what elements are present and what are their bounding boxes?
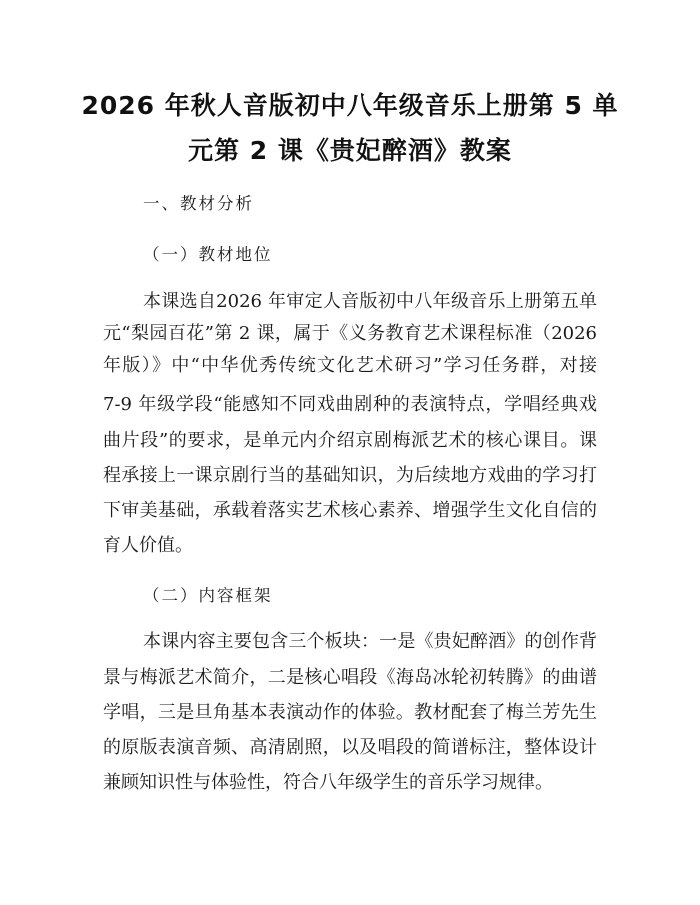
paragraph-1-line-3: 年版）》中“中华优秀传统文化艺术研习”学习任务群，对接 [103, 355, 597, 376]
paragraph-1-line-4: 7-9 年级学段“能感知不同戏曲剧种的表演特点，学唱经典戏 [103, 394, 597, 415]
document-title-line-1: 2026 年秋人音版初中八年级音乐上册第 5 单 [81, 91, 619, 120]
paragraph-2-line-4: 的原版表演音频、高清剧照，以及唱段的简谱标注，整体设计 [103, 737, 597, 758]
paragraph-1-line-7: 下审美基础，承载着落实艺术核心素养、增强学生文化自信的 [103, 500, 597, 521]
section-heading-textbook-analysis: 一、教材分析 [143, 194, 254, 213]
paragraph-2-line-5: 兼顾知识性与体验性，符合八年级学生的音乐学习规律。 [103, 772, 553, 793]
subsection-heading-textbook-position: （一）教材地位 [143, 245, 273, 264]
paragraph-1-line-1: 本课选自2026 年审定人音版初中八年级音乐上册第五单 [143, 291, 597, 312]
paragraph-1-line-8: 育人价值。 [103, 535, 193, 556]
paragraph-2-line-1: 本课内容主要包含三个板块：一是《贵妃醉酒》的创作背 [143, 631, 597, 652]
paragraph-1-line-5: 曲片段”的要求，是单元内介绍京剧梅派艺术的核心课目。课 [103, 430, 597, 451]
paragraph-1-line-6: 程承接上一课京剧行当的基础知识，为后续地方戏曲的学习打 [103, 465, 597, 486]
paragraph-2-line-3: 学唱，三是旦角基本表演动作的体验。教材配套了梅兰芳先生 [103, 702, 597, 723]
subsection-heading-content-framework: （二）内容框架 [143, 586, 273, 605]
paragraph-1-line-2: 元“梨园百花”第 2 课，属于《义务教育艺术课程标准（2026 [103, 323, 597, 344]
document-title-line-2: 元第 2 课《贵妃醉酒》教案 [188, 136, 512, 165]
paragraph-2-line-2: 景与梅派艺术简介，二是核心唱段《海岛冰轮初转腾》的曲谱 [103, 667, 597, 688]
